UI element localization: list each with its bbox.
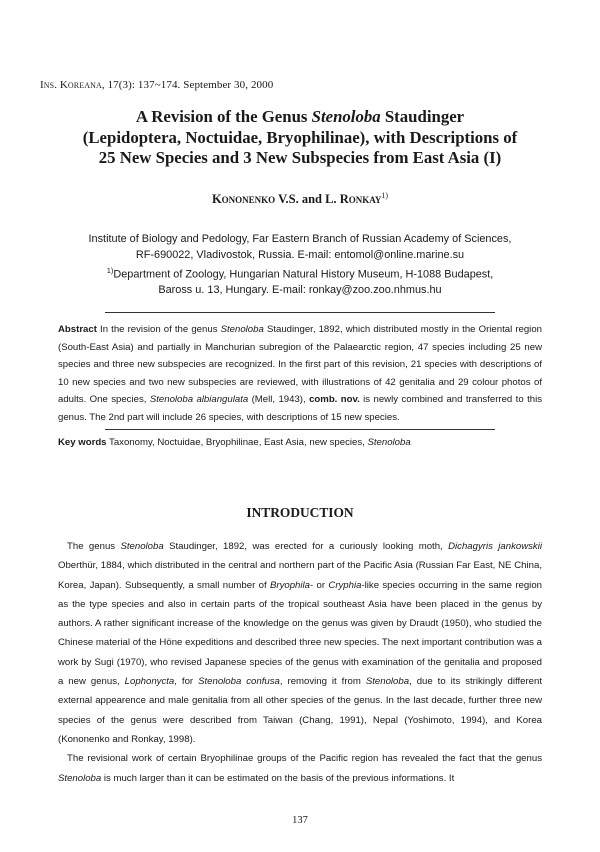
section-heading: INTRODUCTION [246, 505, 354, 520]
affiliation-line-3: $^{1)}$Department of Zoology, Hungarian Natural History Museum, H-1088 Budapest, [106, 266, 494, 281]
abstract-label: Abstract [58, 324, 97, 335]
abstract: Abstract In the revision of the genus Stenoloba Staudinger, 1892, which distributed mostly in the Oriental region (South-East Asia) and partially in Manchurian subregion of the Palaearctic region, 47 species including 25 new species and three new subspecies are recognized. In the first part of this revision, 21 species with descriptions of 10 new species and two new subspecies are reviewed, with illustrations of 42 genitalia and 29 colour photos of adults. One species, Stenoloba albiangulata (Mell, 1943), comb. nov. is newly combined and transferred to this genus. The 2nd part will include 26 species, with descriptions of 15 new species. [58, 324, 543, 423]
title-line-1: A Revision of the Genus Stenoloba Staudinger [135, 107, 465, 126]
divider-top [105, 312, 495, 313]
affiliation-line-1: Institute of Biology and Pedology, Far Eastern Branch of Russian Academy of Sciences, [88, 233, 512, 245]
author-line: Kononenko V.S. and L. Ronkay$^{1)}$ [211, 191, 389, 207]
divider-bottom [105, 429, 495, 430]
paragraph: The revisional work of certain Bryophilinae groups of the Pacific region has revealed the fact that the genus Stenoloba is much larger than it can be estimated on the basis of the previous informations. It [58, 753, 542, 784]
affiliation-line-2: RF-690022, Vladivostok, Russia. E-mail: entomol@online.marine.su [135, 248, 465, 261]
journal-citation: Ins. Koreana, 17(3): 137~174. September 30, 2000 [40, 79, 274, 91]
paragraph: The genus Stenoloba Staudinger, 1892, was erected for a curiously looking moth, Dichagyris jankowskii Oberthür, 1884, which distributed in the central and northern part of the Pacific Asia (Russian Far East, NE China, Korea, Japan). Subsequently, a small number of Bryophila- or Cryphia-like species occurring in the same region as the type species and also in certain parts of the tropical southeast Asia have been placed in the genus by authors. A rather significant increase of the knowledge on the genus was given by Draudt (1950), who studied the Chinese material of the Höne expeditions and described three new species. The next important contribution was a work by Sugi (1970), who revised Japanese species of the genus with examination of the genitalia and proposed a new genus, Lophonycta, for Stenoloba confusa, removing it from Stenoloba, due to its strikingly different external appearence and male genitalia from all other species of the genus. In the last decade, further three new species of the genus were described from Taiwan (Chang, 1991), Nepal (Yoshimoto, 1994), and Korea (Kononenko and Ronkay, 1998). [58, 541, 542, 745]
introduction-body [58, 537, 542, 788]
keywords-label: Key words [58, 437, 107, 448]
affiliation-line-4: Baross u. 13, Hungary. E-mail: ronkay@zoo.zoo.nhmus.hu [158, 284, 442, 297]
title-line-3: 25 New Species and 3 New Subspecies from East Asia (I) [98, 148, 502, 167]
page-number: 137 [292, 815, 308, 826]
paper-title [40, 107, 560, 169]
title-line-2: (Lepidoptera, Noctuidae, Bryophilinae), with Descriptions of [82, 127, 518, 147]
keywords: Key words Taxonomy, Noctuidae, Bryophilinae, East Asia, new species, Stenoloba [58, 437, 411, 448]
affiliations [40, 232, 560, 299]
